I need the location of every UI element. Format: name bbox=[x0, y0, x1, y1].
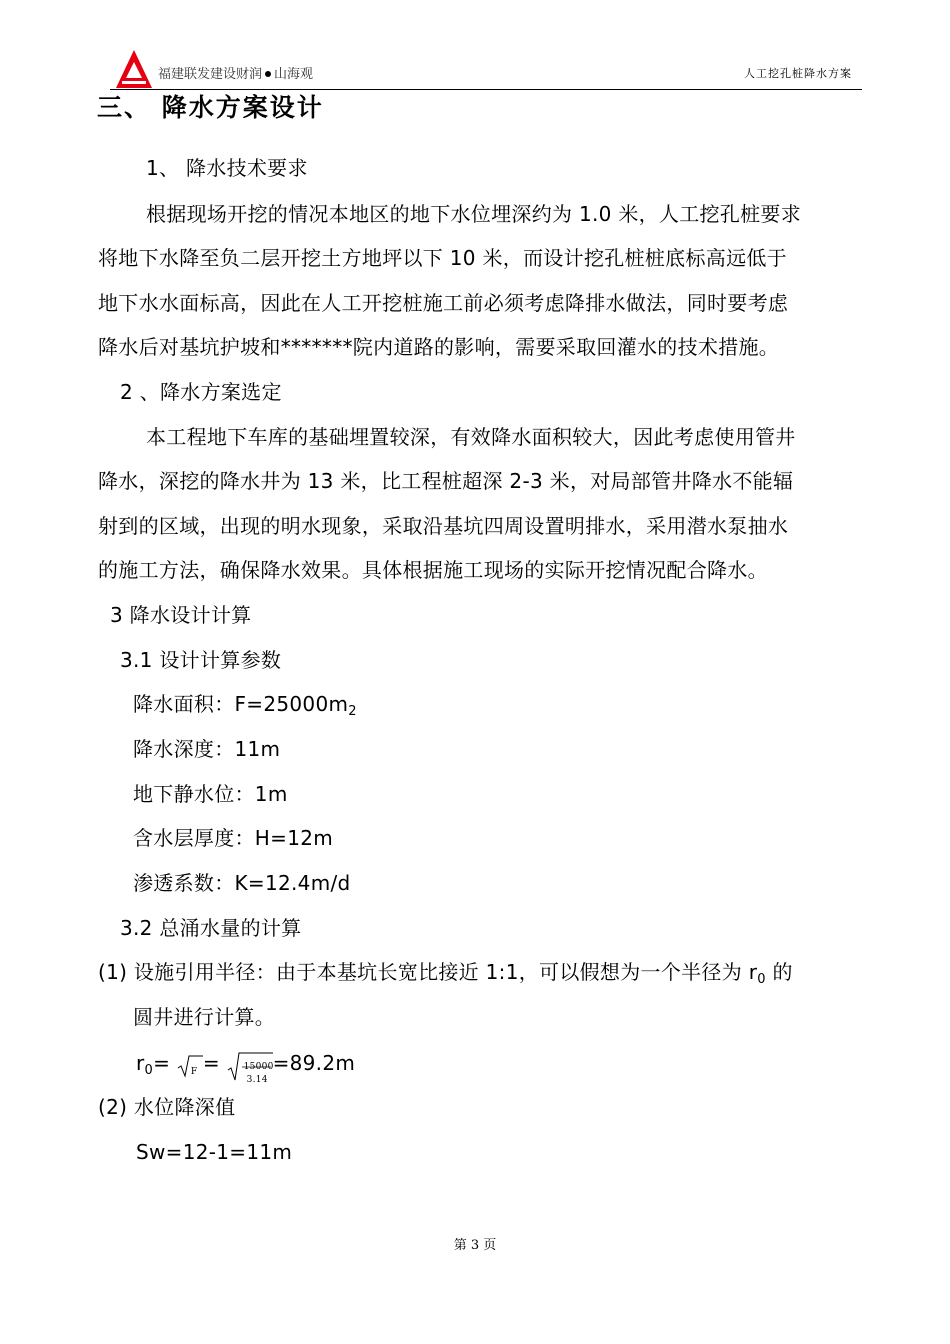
sw-calculation: Sw=12-1=11m bbox=[136, 1140, 293, 1164]
param-depth: 降水深度：11m bbox=[133, 737, 281, 761]
bullet-dot-icon bbox=[265, 71, 271, 77]
item-1-line-1 bbox=[98, 960, 793, 992]
paragraph-2-line-2: 降水，深挖的降水井为 13 米，比工程桩超深 2-3 米，对局部管井降水不能辐 bbox=[98, 469, 794, 493]
company-name bbox=[158, 63, 313, 82]
heading-1: 1、 降水技术要求 bbox=[146, 156, 308, 180]
paragraph-1-line-2: 将地下水降至负二层开挖土方地坪以下 10 米，而设计挖孔桩桩底标高远低于 bbox=[98, 246, 787, 270]
paragraph-2-line-1: 本工程地下车库的基础埋置较深，有效降水面积较大，因此考虑使用管井 bbox=[146, 425, 796, 449]
param-area-subscript: 2 bbox=[348, 704, 357, 719]
fraction-denominator: 3.14 bbox=[246, 1075, 268, 1085]
item-1-line-2: 圆井进行计算。 bbox=[133, 1005, 276, 1029]
sqrt-sign-icon bbox=[177, 1052, 203, 1078]
page-number: 第 3 页 bbox=[453, 1238, 497, 1253]
param-area-text: 降水面积：F=25000m bbox=[133, 692, 349, 716]
sqrt-f bbox=[177, 1052, 203, 1076]
sqrt-fraction bbox=[227, 1050, 274, 1085]
formula-lhs-subscript: 0 bbox=[144, 1063, 154, 1078]
subheading-3-2: 3.2 总涌水量的计算 bbox=[120, 916, 302, 940]
paragraph-1-line-4: 降水后对基坑护坡和*******院内道路的影响，需要采取回灌水的技术措施。 bbox=[98, 335, 780, 359]
param-permeability: 渗透系数：K=12.4m/d bbox=[133, 871, 351, 895]
company-logo-icon bbox=[114, 48, 154, 90]
page-header bbox=[110, 44, 862, 90]
param-area bbox=[133, 692, 357, 724]
document-title: 人工挖孔桩降水方案 bbox=[744, 67, 852, 80]
item-1-tail: 的 bbox=[765, 960, 793, 984]
header-rule bbox=[110, 89, 862, 90]
formula-lhs: r bbox=[136, 1051, 145, 1075]
section-title: 三、 降水方案设计 bbox=[97, 93, 324, 122]
subheading-3-1: 3.1 设计计算参数 bbox=[120, 648, 282, 672]
heading-3: 3 降水设计计算 bbox=[110, 603, 252, 627]
param-static-level: 地下静水位：1m bbox=[133, 782, 288, 806]
item-2: (2) 水位降深值 bbox=[98, 1095, 236, 1119]
company-text: 福建联发建设财润 bbox=[158, 66, 263, 81]
formula-equals-2: = bbox=[202, 1051, 220, 1075]
paragraph-1-line-1: 根据现场开挖的情况本地区的地下水位埋深约为 1.0 米，人工挖孔桩要求 bbox=[146, 202, 802, 226]
formula-equals-1: = bbox=[153, 1051, 171, 1075]
formula-result: =89.2m bbox=[272, 1051, 356, 1075]
item-1-text: (1) 设施引用半径：由于本基坑长宽比接近 1:1，可以假想为一个半径为 r bbox=[98, 960, 758, 984]
formula-r0 bbox=[136, 1050, 355, 1086]
heading-2: 2 、降水方案选定 bbox=[120, 380, 282, 404]
fraction-numerator: 15000 bbox=[243, 1062, 274, 1072]
project-name: 山海观 bbox=[274, 66, 314, 81]
paragraph-1-line-3: 地下水水面标高，因此在人工开挖桩施工前必须考虑降排水做法，同时要考虑 bbox=[98, 291, 789, 315]
param-aquifer: 含水层厚度：H=12m bbox=[133, 826, 334, 850]
sqrt-f-radicand: F bbox=[190, 1067, 198, 1077]
paragraph-2-line-3: 射到的区域，出现的明水现象，采取沿基坑四周设置明排水，采用潜水泵抽水 bbox=[98, 514, 789, 538]
paragraph-2-line-4: 的施工方法，确保降水效果。具体根据施工现场的实际开挖情况配合降水。 bbox=[98, 558, 768, 582]
item-1-subscript: 0 bbox=[757, 972, 766, 987]
